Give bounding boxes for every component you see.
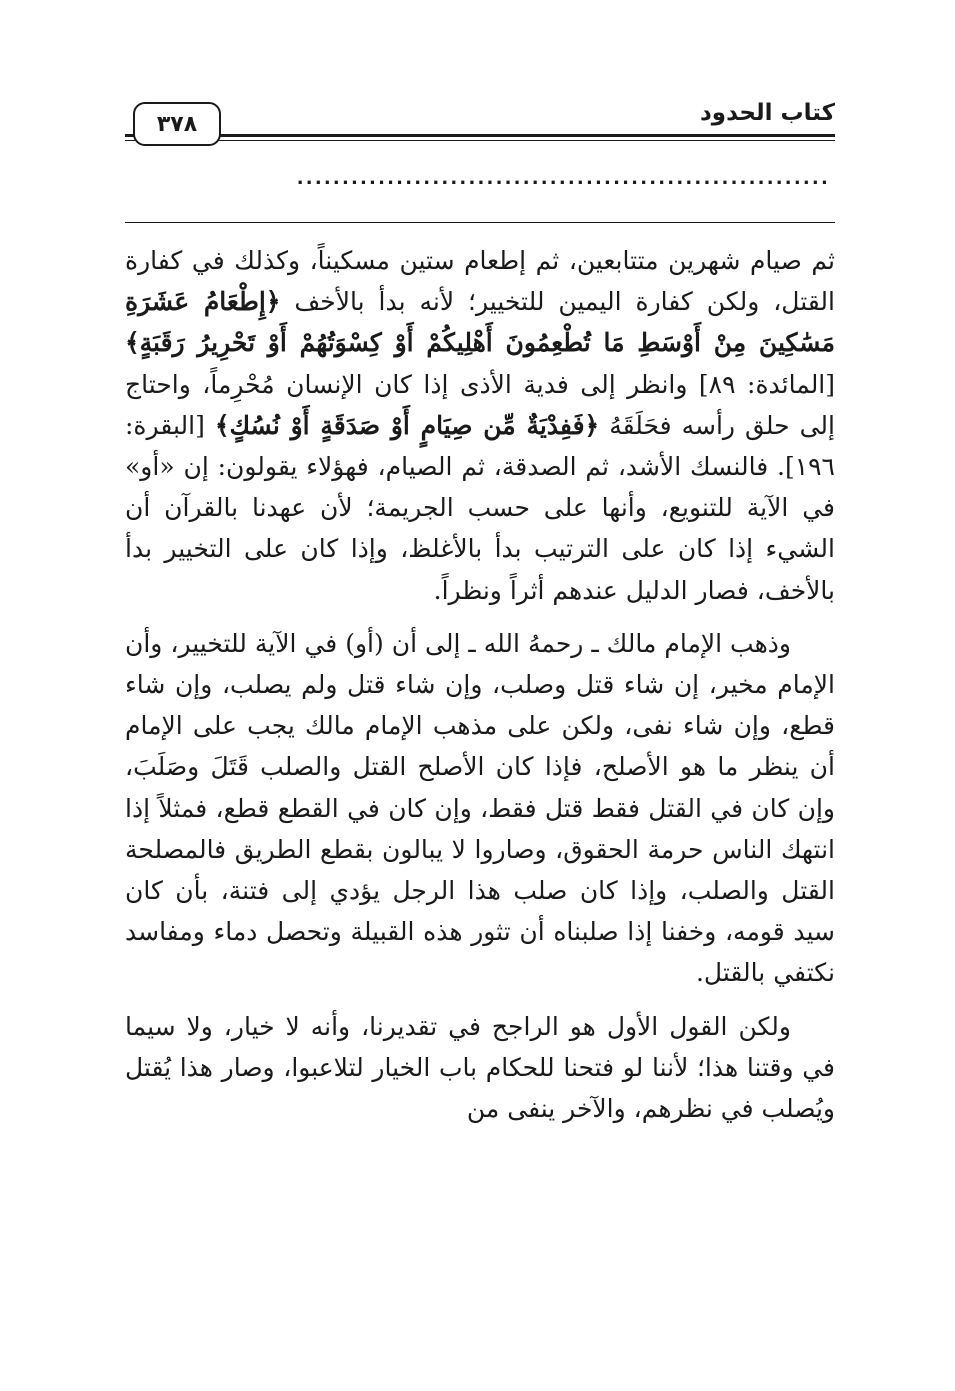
quran-verse: ﴿فَفِدْيَةٌ مِّن صِيَامٍ أَوْ صَدَقَةٍ أَوْ نُسُكٍ﴾ [214,410,600,440]
separator-rule [125,222,835,223]
page-number: ٣٧٨ [133,102,221,146]
paragraph [125,240,835,611]
header-rule-thick [125,134,835,137]
page-header [125,78,835,153]
dotted-separator: ........................................................... [296,168,830,189]
text-run: ثم صيام شهرين متتابعين، ثم إطعام ستين مسكيناً، وكذلك في كفارة القتل، ولكن كفارة اليمين للتخيير؛ لأنه بدأ بالأخف [125,246,835,317]
chapter-title: كتاب الحدود [699,100,835,126]
text-run: [البقرة: ١٩٦]. فالنسك الأشد، ثم الصدقة، ثم الصيام، فهؤلاء يقولون: إن «أو» في الآية للتنويع، وأنها على حسب الجريمة؛ لأن عهدنا بالقرآن أن الشيء إذا كان على الترتيب بدأ بالأغلظ، وإذا كان على التخيير بدأ بالأخف، فصار الدليل عندهم أثراً ونظراً. [125,410,835,605]
paragraph: وذهب الإمام مالك ـ رحمهُ الله ـ إلى أن (أو) في الآية للتخيير، وأن الإمام مخير، إن شاء قتل وصلب، وإن شاء قتل ولم يصلب، وإن شاء قطع، وإن شاء نفى، ولكن على مذهب الإمام مالك يجب على الإمام أن ينظر ما هو الأصلح، فإذا كان الأصلح القتل والصلب قَتَلَ وصَلَبَ، وإن كان في القتل فقط قتل فقط، وإن كان في القطع قطع، فمثلاً إذا انتهك الناس حرمة الحقوق، وصاروا لا يبالون بقطع الطريق فالمصلحة القتل والصلب، وإذا كان صلب هذا الرجل يؤدي إلى فتنة، بأن كان سيد قومه، وخفنا إذا صلبناه أن تثور هذه القبيلة وتحصل دماء ومفاسد نكتفي بالقتل. [125,628,835,988]
quran-verse: ﴿إِطْعَامُ عَشَرَةِ مَسَٰكِينَ مِنْ أَوْسَطِ مَا تُطْعِمُونَ أَهْلِيكُمْ أَوْ كِسْوَتُهُمْ أَوْ تَحْرِيرُ رَقَبَةٍ﴾ [125,287,835,358]
text-run: [المائدة: ٨٩] وانظر إلى فدية الأذى إذا كان الإنسان مُحْرِماً، واحتاج إلى حلق رأسه فحَلَقَهُ [125,369,836,440]
paragraph: ولكن القول الأول هو الراجح في تقديرنا، وأنه لا خيار، ولا سيما في وقتنا هذا؛ لأننا لو فتحنا للحكام باب الخيار لتلاعبوا، وصار هذا يُقتل ويُصلب في نظرهم، والآخر ينفى من [125,1011,835,1124]
header-rule-thin [125,140,835,141]
body-text [125,240,835,1129]
